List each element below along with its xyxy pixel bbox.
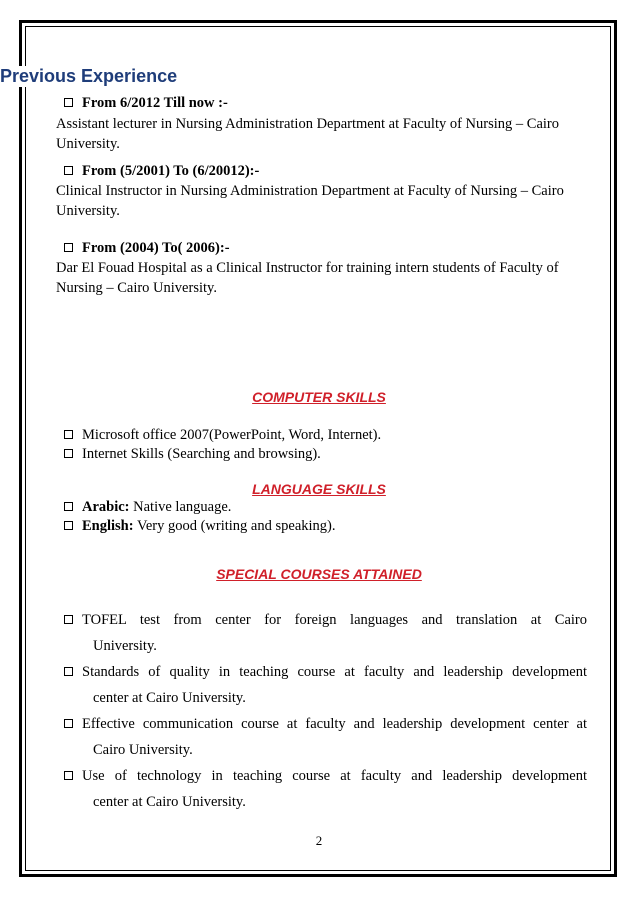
course-item [64, 763, 587, 815]
checkbox-bullet-icon [64, 98, 73, 107]
course-item [64, 711, 587, 763]
experience-entry-title [64, 95, 228, 112]
experience-date: From 6/2012 Till now :- [82, 95, 228, 111]
course-text-continued: Cairo University. [93, 742, 193, 758]
course-text: Effective communication course at faculty and leadership development center at [82, 716, 587, 732]
course-item [64, 607, 587, 659]
experience-entry-body: Dar El Fouad Hospital as a Clinical Instructor for training intern students of Faculty of Nursing – Cairo University. [56, 260, 559, 296]
list-item [64, 427, 381, 444]
course-item [64, 659, 587, 711]
checkbox-bullet-icon [64, 521, 73, 530]
course-text: TOFEL test from center for foreign languages and translation at Cairo [82, 612, 587, 628]
list-item-text: Internet Skills (Searching and browsing). [82, 446, 321, 462]
section-heading-previous-experience: Previous Experience [0, 66, 181, 87]
list-item [64, 446, 321, 463]
list-item-text: Microsoft office 2007(PowerPoint, Word, Internet). [82, 427, 382, 443]
section-title-language-skills: LANGUAGE SKILLS [252, 481, 386, 497]
page-number: 2 [315, 833, 323, 848]
checkbox-bullet-icon [64, 771, 73, 780]
experience-entry-title [64, 240, 230, 257]
language-level: Native language. [129, 499, 232, 515]
checkbox-bullet-icon [64, 449, 73, 458]
checkbox-bullet-icon [64, 667, 73, 676]
course-text: Use of technology in teaching course at faculty and leadership development [82, 768, 587, 784]
section-title-computer-skills: COMPUTER SKILLS [252, 389, 386, 405]
experience-entry-body: Clinical Instructor in Nursing Administration Department at Faculty of Nursing – Cairo University. [56, 183, 564, 219]
course-text: Standards of quality in teaching course at faculty and leadership development [82, 664, 587, 680]
section-title-special-courses: SPECIAL COURSES ATTAINED [216, 566, 422, 582]
checkbox-bullet-icon [64, 615, 73, 624]
checkbox-bullet-icon [64, 166, 73, 175]
language-label: Arabic: [82, 499, 130, 515]
course-text-continued: center at Cairo University. [93, 794, 246, 810]
experience-date: From (2004) To( 2006):- [82, 240, 230, 256]
list-item [64, 518, 335, 535]
language-label: English: [82, 518, 134, 534]
course-text-continued: University. [93, 638, 157, 654]
list-item [64, 499, 231, 516]
experience-date: From (5/2001) To (6/20012):- [82, 163, 260, 179]
language-level: Very good (writing and speaking). [133, 518, 336, 534]
experience-entry-title [64, 163, 259, 180]
checkbox-bullet-icon [64, 243, 73, 252]
checkbox-bullet-icon [64, 502, 73, 511]
checkbox-bullet-icon [64, 719, 73, 728]
course-text-continued: center at Cairo University. [93, 690, 246, 706]
checkbox-bullet-icon [64, 430, 73, 439]
experience-entry-body: Assistant lecturer in Nursing Administration Department at Faculty of Nursing – Cairo University. [56, 116, 559, 152]
